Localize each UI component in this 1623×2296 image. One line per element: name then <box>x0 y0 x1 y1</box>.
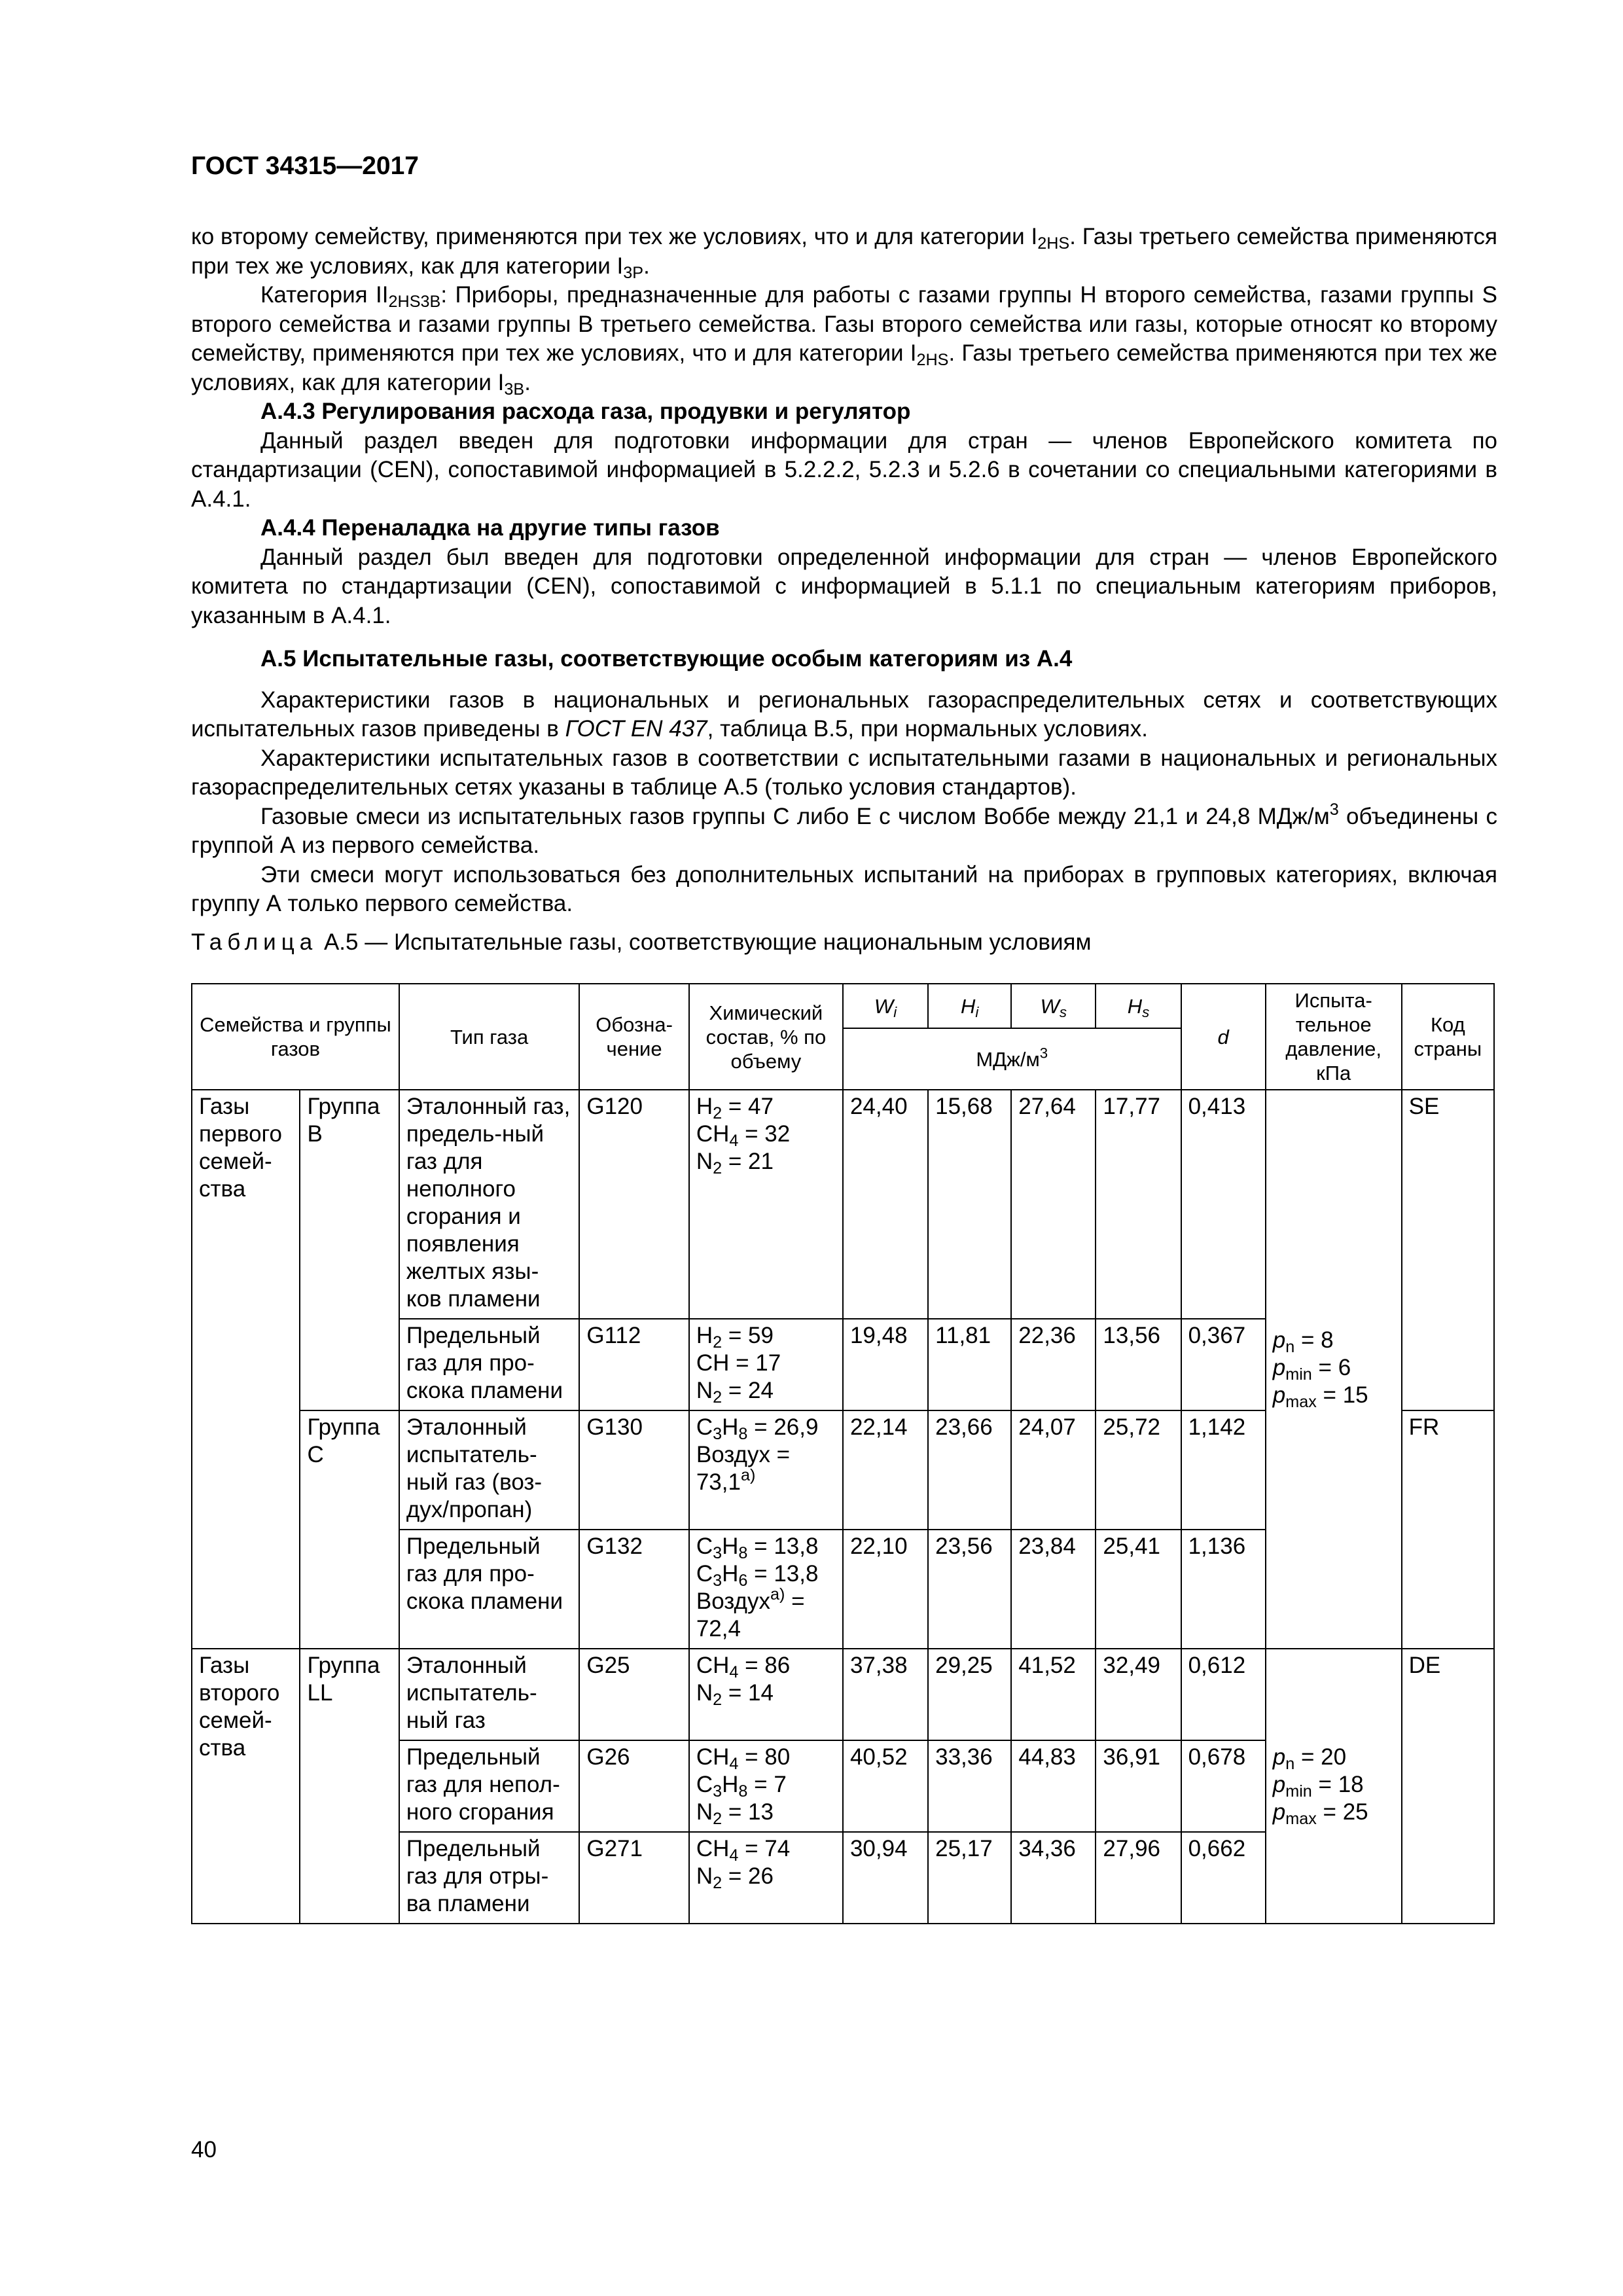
designation-cell: G26 <box>579 1740 689 1832</box>
wi-cell: 19,48 <box>843 1319 928 1410</box>
designation-cell: G271 <box>579 1832 689 1924</box>
header-wi: $W_i$ <box>843 984 928 1028</box>
country-cell: DE <box>1402 1649 1494 1924</box>
body-text <box>191 223 1497 919</box>
header-hi: $H_i$ <box>928 984 1011 1028</box>
paragraph: Данный раздел был введен для подготовки определенной информации для стран — членов Европейского комитета по стандартизации (CEN), сопоставимой с информацией в 5.1.1 по специальным категориям приборов, указанным в А.4.1. <box>191 544 1497 628</box>
hi-cell: 23,56 <box>928 1530 1011 1649</box>
hi-cell: 33,36 <box>928 1740 1011 1832</box>
paragraph: Категория $II_{2HS3B}$: Приборы, предназначенные для работы с газами группы H второго семейства, газами группы S второго семейства и газами группы B третьего семейства. Газы второго семейства или газы, которые относят ко второму семейству, применяются при тех же условиях, что и для категории $I_{2HS}$. Газы третьего семейства применяются при тех же условиях, как для категории $I_{3B}$. <box>191 282 1497 399</box>
hs-cell: 13,56 <box>1096 1319 1181 1410</box>
paragraph: Газовые смеси из испытательных газов группы C либо E с числом Воббе между 21,1 и 24,8 МДж/$м^3$ объединены с группой А из первого семейства. <box>191 800 1497 858</box>
header-pressure: Испыта-тельное давление, кПа <box>1266 984 1402 1090</box>
gas-type-cell: Предельный газ для про-скока пламени <box>399 1530 579 1649</box>
ws-cell: 34,36 <box>1011 1832 1096 1924</box>
designation-cell: G132 <box>579 1530 689 1649</box>
page-number: 40 <box>191 2137 217 2162</box>
section-heading: А.5 Испытательные газы, соответствующие особым категориям из А.4 <box>260 646 1073 672</box>
ws-cell: 41,52 <box>1011 1649 1096 1740</box>
header-designation: Обозна-чение <box>579 984 689 1090</box>
reference-link: ГОСТ EN 437 <box>565 716 707 742</box>
pressure-cell: $p_n = 8$ $p_{min} = 6$ $p_{max} = 15$ <box>1266 1090 1402 1649</box>
header-gas-type: Тип газа <box>399 984 579 1090</box>
standard-header: ГОСТ 34315—2017 <box>191 152 419 180</box>
gas-type-cell: Эталонный испытатель-ный газ <box>399 1649 579 1740</box>
composition-cell: $CH_4 = 74$ $N_2 = 26$ <box>689 1832 843 1924</box>
ws-cell: 22,36 <box>1011 1319 1096 1410</box>
designation-cell: G25 <box>579 1649 689 1740</box>
wi-cell: 30,94 <box>843 1832 928 1924</box>
hs-cell: 25,72 <box>1096 1410 1181 1530</box>
composition-cell: $CH_4 = 86$ $N_2 = 14$ <box>689 1649 843 1740</box>
hi-cell: 25,17 <box>928 1832 1011 1924</box>
header-families: Семейства и группы газов <box>192 984 399 1090</box>
ws-cell: 24,07 <box>1011 1410 1096 1530</box>
designation-cell: G120 <box>579 1090 689 1319</box>
d-cell: 0,662 <box>1181 1832 1266 1924</box>
ws-cell: 23,84 <box>1011 1530 1096 1649</box>
composition-cell: $H_2 = 59$ CH = 17 $N_2 = 24$ <box>689 1319 843 1410</box>
composition-cell: $H_2 = 47$ $CH_4 = 32$ $N_2 = 21$ <box>689 1090 843 1319</box>
section-heading: А.4.3 Регулирования расхода газа, продувки и регулятор <box>260 399 911 424</box>
composition-cell: $C_3H_8 = 26,9$ Воздух = $73,1^{a)}$ <box>689 1410 843 1530</box>
gas-type-cell: Предельный газ для непол-ного сгорания <box>399 1740 579 1832</box>
header-d: d <box>1181 984 1266 1090</box>
hs-cell: 17,77 <box>1096 1090 1181 1319</box>
header-unit: МДж/$м^3$ <box>843 1028 1181 1090</box>
designation-cell: G130 <box>579 1410 689 1530</box>
hi-cell: 23,66 <box>928 1410 1011 1530</box>
gas-type-cell: Эталонный газ, предель-ный газ для неполного сгорания и появления желтых язы-ков пламени <box>399 1090 579 1319</box>
paragraph: Характеристики газов в национальных и региональных газораспределительных сетях и соответствующих испытательных газов приведены в ГОСТ EN 437, таблица В.5, при нормальных условиях. <box>191 687 1497 742</box>
header-composition: Химический состав, % по объему <box>689 984 843 1090</box>
ws-cell: 27,64 <box>1011 1090 1096 1319</box>
country-cell: FR <box>1402 1410 1494 1649</box>
paragraph: Данный раздел введен для подготовки информации для стран — членов Европейского комитета по стандартизации (CEN), сопоставимой информацией в 5.2.2.2, 5.2.3 и 5.2.6 в сочетании со специальными категориями в А.4.1. <box>191 427 1497 512</box>
paragraph: Эти смеси могут использоваться без дополнительных испытаний на приборах в групповых категориях, включая группу А только первого семейства. <box>191 861 1497 916</box>
d-cell: 1,142 <box>1181 1410 1266 1530</box>
hs-cell: 36,91 <box>1096 1740 1181 1832</box>
group-cell: Группа C <box>300 1410 399 1649</box>
hs-cell: 25,41 <box>1096 1530 1181 1649</box>
hi-cell: 11,81 <box>928 1319 1011 1410</box>
paragraph: Характеристики испытательных газов в соответствии с испытательными газами в национальных и региональных газораспределительных сетях указаны в таблице А.5 (только условия стандартов). <box>191 745 1497 800</box>
table-caption: Таблица А.5 — Испытательные газы, соответствующие национальным условиям <box>191 929 1092 955</box>
gas-type-cell: Предельный газ для отры-ва пламени <box>399 1832 579 1924</box>
pressure-cell: $p_n = 20$ $p_{min} = 18$ $p_{max} = 25$ <box>1266 1649 1402 1924</box>
wi-cell: 22,14 <box>843 1410 928 1530</box>
composition-cell: $CH_4 = 80$ $C_3H_8 = 7$ $N_2 = 13$ <box>689 1740 843 1832</box>
family-cell: Газы второго семей-ства <box>192 1649 300 1924</box>
table-row <box>192 1649 1494 1740</box>
group-cell: Группа LL <box>300 1649 399 1924</box>
section-heading: А.4.4 Переналадка на другие типы газов <box>260 515 720 541</box>
table-row <box>192 1090 1494 1319</box>
header-country: Код страны <box>1402 984 1494 1090</box>
wi-cell: 24,40 <box>843 1090 928 1319</box>
test-gases-table <box>191 983 1495 1924</box>
designation-cell: G112 <box>579 1319 689 1410</box>
wi-cell: 40,52 <box>843 1740 928 1832</box>
d-cell: 1,136 <box>1181 1530 1266 1649</box>
hi-cell: 15,68 <box>928 1090 1011 1319</box>
composition-cell: $C_3H_8 = 13,8$ $C_3H_6 = 13,8$ Воздух$^{a)}$ = 72,4 <box>689 1530 843 1649</box>
group-cell: Группа B <box>300 1090 399 1410</box>
d-cell: 0,678 <box>1181 1740 1266 1832</box>
hs-cell: 27,96 <box>1096 1832 1181 1924</box>
gas-type-cell: Эталонный испытатель-ный газ (воз-дух/пропан) <box>399 1410 579 1530</box>
hi-cell: 29,25 <box>928 1649 1011 1740</box>
d-cell: 0,367 <box>1181 1319 1266 1410</box>
wi-cell: 22,10 <box>843 1530 928 1649</box>
header-ws: $W_s$ <box>1011 984 1096 1028</box>
wi-cell: 37,38 <box>843 1649 928 1740</box>
paragraph: ко второму семейству, применяются при тех же условиях, что и для категории $I_{2HS}$. Газы третьего семейства применяются при тех же условиях, как для категории $I_{3P}$. <box>191 224 1497 282</box>
hs-cell: 32,49 <box>1096 1649 1181 1740</box>
d-cell: 0,612 <box>1181 1649 1266 1740</box>
gas-type-cell: Предельный газ для про-скока пламени <box>399 1319 579 1410</box>
ws-cell: 44,83 <box>1011 1740 1096 1832</box>
d-cell: 0,413 <box>1181 1090 1266 1319</box>
header-hs: $H_s$ <box>1096 984 1181 1028</box>
family-cell: Газы первого семей-ства <box>192 1090 300 1649</box>
country-cell: SE <box>1402 1090 1494 1410</box>
